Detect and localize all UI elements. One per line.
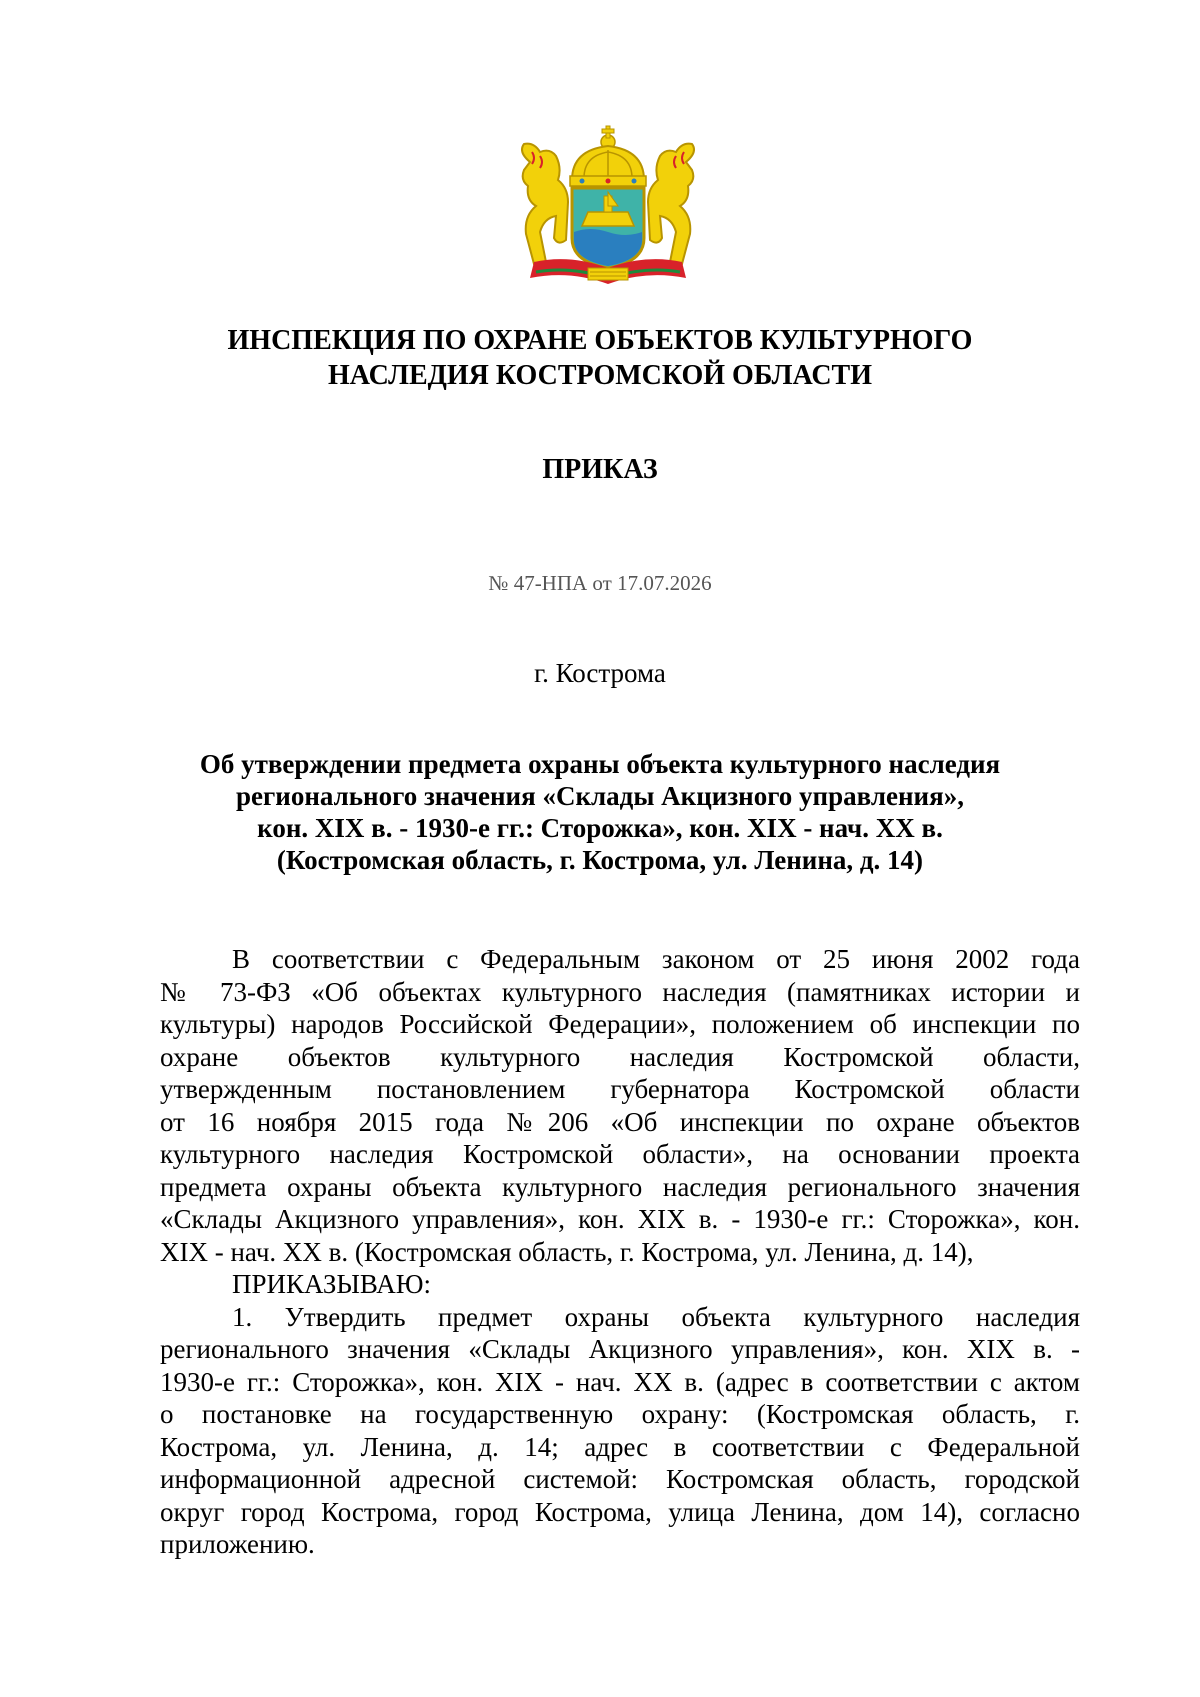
agency-name-line: ИНСПЕКЦИЯ ПО ОХРАНЕ ОБЪЕКТОВ КУЛЬТУРНОГО xyxy=(227,325,973,356)
body-line: В соответствии с Федеральным законом от 25 июня 2002 года xyxy=(232,944,1080,974)
agency-name xyxy=(100,323,1100,393)
right-lion-icon xyxy=(648,144,694,264)
body-line: Кострома, ул. Ленина, д. 14; адрес в соответствии с Федеральной xyxy=(160,1431,1080,1462)
subject-line: регионального значения «Склады Акцизного управления», xyxy=(236,781,964,811)
body-line: информационной адресной системой: Костромская область, городской xyxy=(160,1464,1080,1494)
order-keyword: ПРИКАЗЫВАЮ: xyxy=(232,1269,431,1299)
left-lion-icon xyxy=(522,144,568,264)
body-line: предмета охраны объекта культурного наследия регионального значения xyxy=(160,1171,1080,1202)
body-line: утвержденным постановлением губернатора Костромской области xyxy=(160,1074,1080,1104)
document-type: ПРИКАЗ xyxy=(542,454,658,485)
body-line: округ город Кострома, город Кострома, улица Ленина, дом 14), согласно xyxy=(160,1496,1080,1527)
body-line: № 73-ФЗ «Об объектах культурного наследия (памятниках истории и xyxy=(160,976,1080,1007)
agency-name-line: НАСЛЕДИЯ КОСТРОМСКОЙ ОБЛАСТИ xyxy=(327,360,873,391)
body-line: от 16 ноября 2015 года №206 «Об инспекции по охране объектов xyxy=(160,1106,1080,1137)
shield-icon xyxy=(572,188,644,268)
subject-line: (Костромская область, г. Кострома, ул. Ленина, д. 14) xyxy=(276,845,924,875)
document-number: № 47-НПА от 17.07.2026 xyxy=(488,571,712,595)
body-line: 1. Утвердить предмет охраны объекта культурного наследия xyxy=(232,1301,1080,1332)
document-city: г. Кострома xyxy=(534,658,666,688)
body-line: охране объектов культурного наследия Костромской области, xyxy=(160,1041,1080,1072)
body-line: культуры) народов Российской Федерации», положением об инспекции по xyxy=(160,1009,1080,1039)
crown-icon xyxy=(570,126,646,186)
document-body xyxy=(160,943,1080,1561)
body-line: культурного наследия Костромской области», на основании проекта xyxy=(160,1139,1080,1169)
subject-line: кон. XIX в. - 1930-е гг.: Сторожка», кон. XIX - нач. XX в. xyxy=(257,813,943,843)
body-line: регионального значения «Склады Акцизного управления», кон. XIX в. - xyxy=(160,1334,1080,1364)
body-line: 1930-е гг.: Сторожка», кон. XIX - нач. XX в. (адрес в соответствии с актом xyxy=(160,1366,1080,1397)
body-line: «Склады Акцизного управления», кон. XIX в. - 1930-е гг.: Сторожка», кон. xyxy=(160,1204,1080,1234)
coat-of-arms-icon xyxy=(510,122,706,294)
body-line: о постановке на государственную охрану: (Костромская область, г. xyxy=(160,1399,1080,1429)
subject-line: Об утверждении предмета охраны объекта культурного наследия xyxy=(199,749,1001,779)
body-line: приложению. xyxy=(160,1529,315,1559)
document-subject xyxy=(100,748,1100,876)
body-line: XIX - нач. XX в. (Костромская область, г. Кострома, ул. Ленина, д. 14), xyxy=(160,1236,974,1267)
